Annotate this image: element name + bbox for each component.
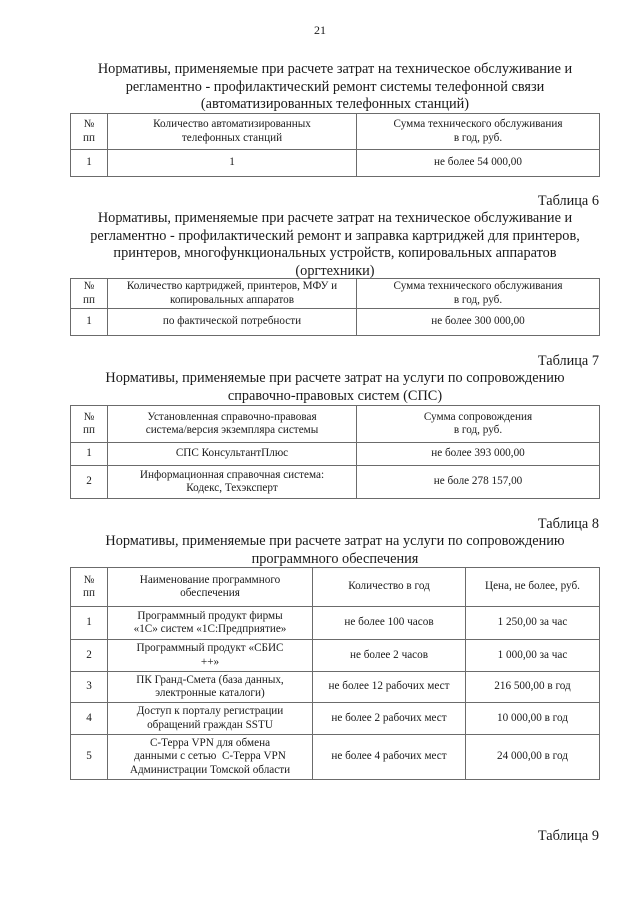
- table-row: [71, 735, 600, 780]
- cell-sum: не более 54 000,00: [357, 150, 600, 177]
- cell-price: 1 250,00 за час: [466, 607, 600, 640]
- cell-number: 5: [71, 735, 108, 780]
- cell-quantity: не более 2 рабочих мест: [313, 703, 466, 735]
- header-cell-number: № пп: [71, 568, 108, 607]
- caption-line: регламентно - профилактический ремонт системы телефонной связи: [125, 78, 545, 95]
- cell-sum: не более 393 000,00: [357, 443, 600, 466]
- caption-line: (автоматизированных телефонных станций): [200, 96, 470, 112]
- cell-number: 4: [71, 703, 108, 735]
- cell-price: 216 500,00 в год: [466, 672, 600, 703]
- table-header-row: [71, 114, 600, 150]
- caption-line: Нормативы, применяемые при расчете затрат на техническое обслуживание и: [97, 210, 573, 226]
- cell-software: ПК Гранд-Смета (база данных, электронные каталоги): [108, 672, 313, 703]
- cell-sum: не более 300 000,00: [357, 309, 600, 336]
- cell-quantity: 1: [108, 150, 357, 177]
- table6-caption: [70, 210, 600, 280]
- table5: [70, 113, 600, 177]
- table7-caption: [70, 370, 600, 405]
- cell-price: 10 000,00 в год: [466, 703, 600, 735]
- table-header-row: [71, 279, 600, 309]
- cell-quantity: не более 4 рабочих мест: [313, 735, 466, 780]
- cell-software: Программный продукт «СБИС ++»: [108, 640, 313, 672]
- table6-label: Таблица 6: [537, 193, 599, 209]
- header-cell-sum: Сумма сопровождения в год, руб.: [357, 406, 600, 443]
- cell-number: 1: [71, 309, 108, 336]
- table-header-row: [71, 568, 600, 607]
- header-cell-quantity: Количество автоматизированных телефонных станций: [108, 114, 357, 150]
- table7-label: Таблица 7: [537, 353, 599, 369]
- table-row: [71, 443, 600, 466]
- caption-line: Нормативы, применяемые при расчете затрат на услуги по сопровождению: [105, 533, 565, 549]
- cell-system: Информационная справочная система: Кодекс, Техэксперт: [108, 466, 357, 499]
- caption-line: (оргтехники): [295, 262, 375, 279]
- table9-label: Таблица 9: [537, 828, 599, 844]
- cell-price: 24 000,00 в год: [466, 735, 600, 780]
- table7: [70, 405, 600, 499]
- header-cell-software: Наименование программного обеспечения: [108, 568, 313, 607]
- table-row: [71, 309, 600, 336]
- table-row: [71, 607, 600, 640]
- table-row: [71, 640, 600, 672]
- caption-line: Нормативы, применяемые при расчете затрат на техническое обслуживание и: [97, 61, 573, 77]
- cell-sum: не боле 278 157,00: [357, 466, 600, 499]
- caption-line: регламентно - профилактический ремонт и заправка картриджей для принтеров,: [90, 227, 580, 244]
- table-row: [71, 466, 600, 499]
- table8-label: Таблица 8: [537, 516, 599, 532]
- cell-number: 1: [71, 607, 108, 640]
- header-cell-quantity: Количество в год: [313, 568, 466, 607]
- cell-number: 2: [71, 640, 108, 672]
- cell-quantity: не более 2 часов: [313, 640, 466, 672]
- cell-quantity: по фактической потребности: [108, 309, 357, 336]
- table-row: [71, 703, 600, 735]
- cell-software: С-Терра VPN для обмена данными с сетью С-Терра VPN Администрации Томской области: [108, 735, 313, 780]
- page-number: 21: [314, 23, 326, 37]
- header-cell-system: Установленная справочно-правовая система/версия экземпляра системы: [108, 406, 357, 443]
- table-row: [71, 672, 600, 703]
- table8: [70, 567, 600, 780]
- table6: [70, 278, 600, 336]
- cell-number: 2: [71, 466, 108, 499]
- caption-line: справочно-правовых систем (СПС): [227, 387, 443, 404]
- cell-quantity: не более 12 рабочих мест: [313, 672, 466, 703]
- cell-number: 1: [71, 150, 108, 177]
- table-row: [71, 150, 600, 177]
- header-cell-sum: Сумма технического обслуживания в год, руб.: [357, 279, 600, 309]
- table5-caption: [70, 61, 600, 114]
- caption-line: Нормативы, применяемые при расчете затрат на услуги по сопровождению: [105, 370, 565, 386]
- cell-system: СПС КонсультантПлюс: [108, 443, 357, 466]
- cell-quantity: не более 100 часов: [313, 607, 466, 640]
- cell-price: 1 000,00 за час: [466, 640, 600, 672]
- cell-number: 1: [71, 443, 108, 466]
- header-cell-number: № пп: [71, 114, 108, 150]
- header-cell-quantity: Количество картриджей, принтеров, МФУ и копировальных аппаратов: [108, 279, 357, 309]
- cell-software: Программный продукт фирмы «1С» систем «1С:Предприятие»: [108, 607, 313, 640]
- table8-caption: [70, 533, 600, 568]
- cell-software: Доступ к порталу регистрации обращений граждан SSTU: [108, 703, 313, 735]
- header-cell-sum: Сумма технического обслуживания в год, руб.: [357, 114, 600, 150]
- caption-line: программного обеспечения: [251, 550, 419, 567]
- header-cell-number: № пп: [71, 406, 108, 443]
- caption-line: принтеров, многофункциональных устройств, копировальных аппаратов: [113, 245, 557, 261]
- table-header-row: [71, 406, 600, 443]
- header-cell-number: № пп: [71, 279, 108, 309]
- cell-number: 3: [71, 672, 108, 703]
- header-cell-price: Цена, не более, руб.: [466, 568, 600, 607]
